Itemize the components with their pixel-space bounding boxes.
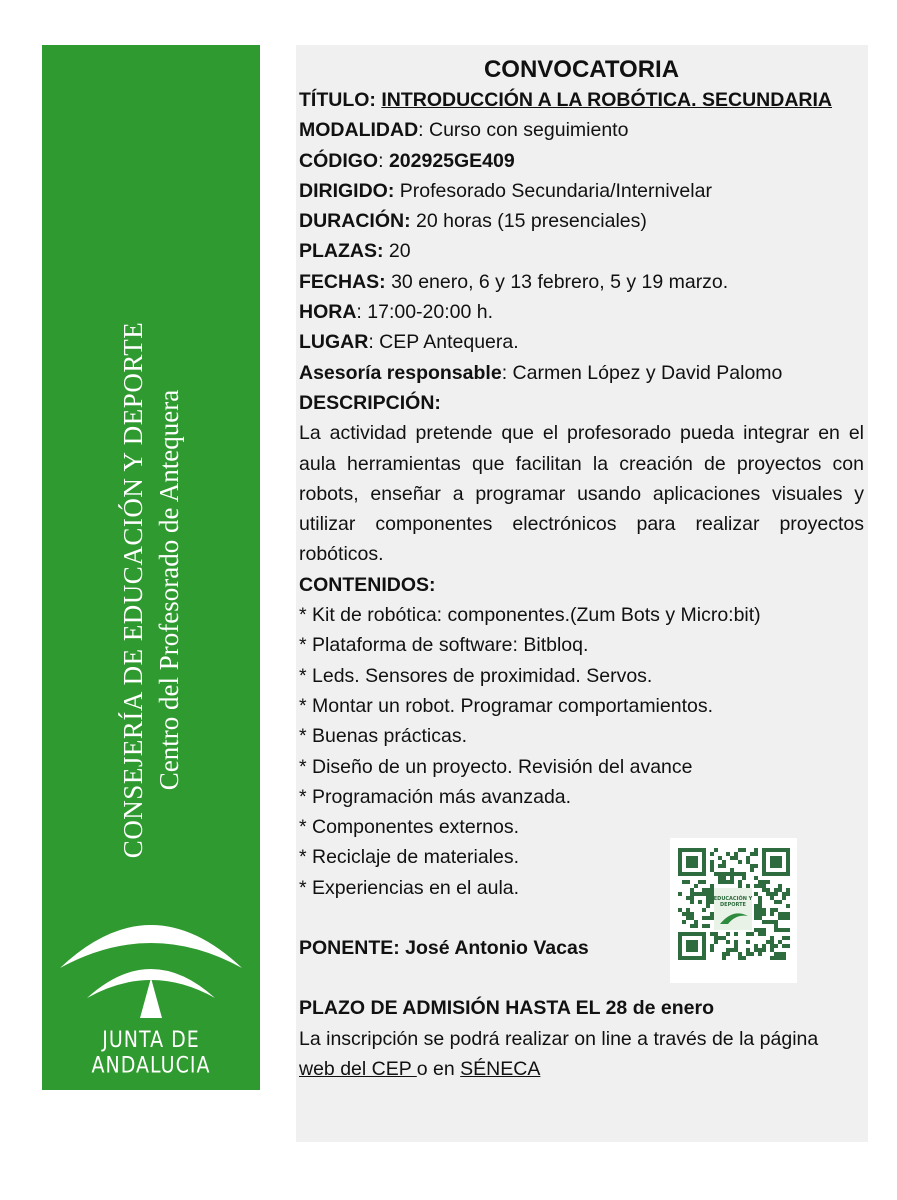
descripcion-label: DESCRIPCIÓN: [299, 391, 441, 414]
codigo-value: 202925GE409 [388, 149, 515, 172]
list-item: * Buenas prácticas. [299, 725, 468, 748]
duracion-label: DURACIÓN: [299, 210, 411, 233]
page-title: CONVOCATORIA [483, 56, 680, 83]
qr-code[interactable] [670, 838, 797, 983]
qr-label-line1: EDUCACIÓN Y [713, 896, 753, 902]
ponente: PONENTE: José Antonio Vacas [299, 937, 589, 960]
list-item: * Diseño de un proyecto. Revisión del avance [299, 755, 693, 778]
list-item: * Programación más avanzada. [299, 785, 572, 808]
fechas-label: FECHAS: [299, 270, 386, 293]
qr-center-badge [714, 888, 752, 930]
list-item: * Montar un robot. Programar comportamientos. [299, 694, 714, 717]
asesoria-row [299, 358, 864, 388]
codigo-row [299, 146, 864, 176]
list-item: * Kit de robótica: componentes.(Zum Bots y Micro:bit) [299, 604, 761, 627]
duracion-row [299, 206, 864, 236]
qr-code-icon [670, 838, 797, 983]
titulo-row [299, 85, 864, 115]
dirigido-row [299, 176, 864, 206]
list-item: * Plataforma de software: Bitbloq. [299, 634, 589, 657]
asesoria-value: : Carmen López y David Palomo [501, 361, 783, 384]
web-cep-link[interactable]: web del CEP [299, 1057, 417, 1080]
plazas-label: PLAZAS: [299, 240, 384, 263]
vertical-title [115, 322, 187, 858]
modalidad-label: MODALIDAD [299, 119, 419, 142]
vertical-title-wrap [42, 45, 260, 905]
fechas-row [299, 267, 864, 297]
plazas-row [299, 236, 864, 266]
contenidos-label: CONTENIDOS: [299, 573, 436, 596]
modalidad-row [299, 115, 864, 145]
fechas-value: 30 enero, 6 y 13 febrero, 5 y 19 marzo. [385, 270, 729, 293]
cep-subtitle: Centro del Profesorado de Antequera [154, 389, 184, 791]
inscripcion-links [299, 1054, 864, 1084]
lugar-label: LUGAR [299, 331, 369, 354]
hora-row [299, 297, 864, 327]
modalidad-value: : Curso con seguimiento [418, 119, 629, 142]
asesoria-label: Asesoría responsable [299, 361, 502, 384]
junta-logo-text: JUNTA DE ANDALUCIA [91, 1027, 211, 1079]
list-item: * Experiencias en el aula. [299, 876, 520, 899]
plazo-admision: PLAZO DE ADMISIÓN HASTA EL 28 de enero [299, 997, 714, 1020]
duracion-value: 20 horas (15 presenciales) [410, 210, 647, 233]
codigo-sep: : [378, 149, 389, 172]
titulo-label: TÍTULO: [299, 89, 376, 111]
titulo-value: INTRODUCCIÓN A LA ROBÓTICA. SECUNDARIA [381, 89, 832, 111]
dirigido-value: Profesorado Secundaria/Internivelar [394, 179, 712, 202]
list-item: * Componentes externos. [299, 816, 520, 839]
dirigido-label: DIRIGIDO: [299, 179, 395, 202]
hora-label: HORA [299, 301, 357, 324]
junta-logo-icon [42, 910, 260, 1025]
descripcion-text: La actividad pretende que el profesorado pueda integrar en el aula herramientas que facilitan la creación de proyectos con robots, enseñar a programar usando aplicaciones visuales y utilizar componentes electrónicos para realizar proyectos robóticos. [299, 422, 864, 566]
plazas-value: 20 [383, 240, 411, 263]
list-item: * Leds. Sensores de proximidad. Servos. [299, 664, 653, 687]
hora-value: : 17:00-20:00 h. [356, 301, 494, 324]
lugar-value: : CEP Antequera. [368, 331, 519, 354]
link-connector: o en [416, 1057, 461, 1080]
seneca-link[interactable]: SÉNECA [460, 1057, 541, 1080]
list-item: * Reciclaje de materiales. [299, 846, 520, 869]
inscripcion-text: La inscripción se podrá realizar on line a través de la página [299, 1027, 819, 1050]
codigo-label: CÓDIGO [299, 149, 379, 172]
qr-label-line2: DEPORTE [720, 902, 746, 908]
consejeria-title: CONSEJERÍA DE EDUCACIÓN Y DEPORTE [118, 321, 148, 859]
sidebar-banner [42, 45, 260, 1090]
lugar-row [299, 327, 864, 357]
